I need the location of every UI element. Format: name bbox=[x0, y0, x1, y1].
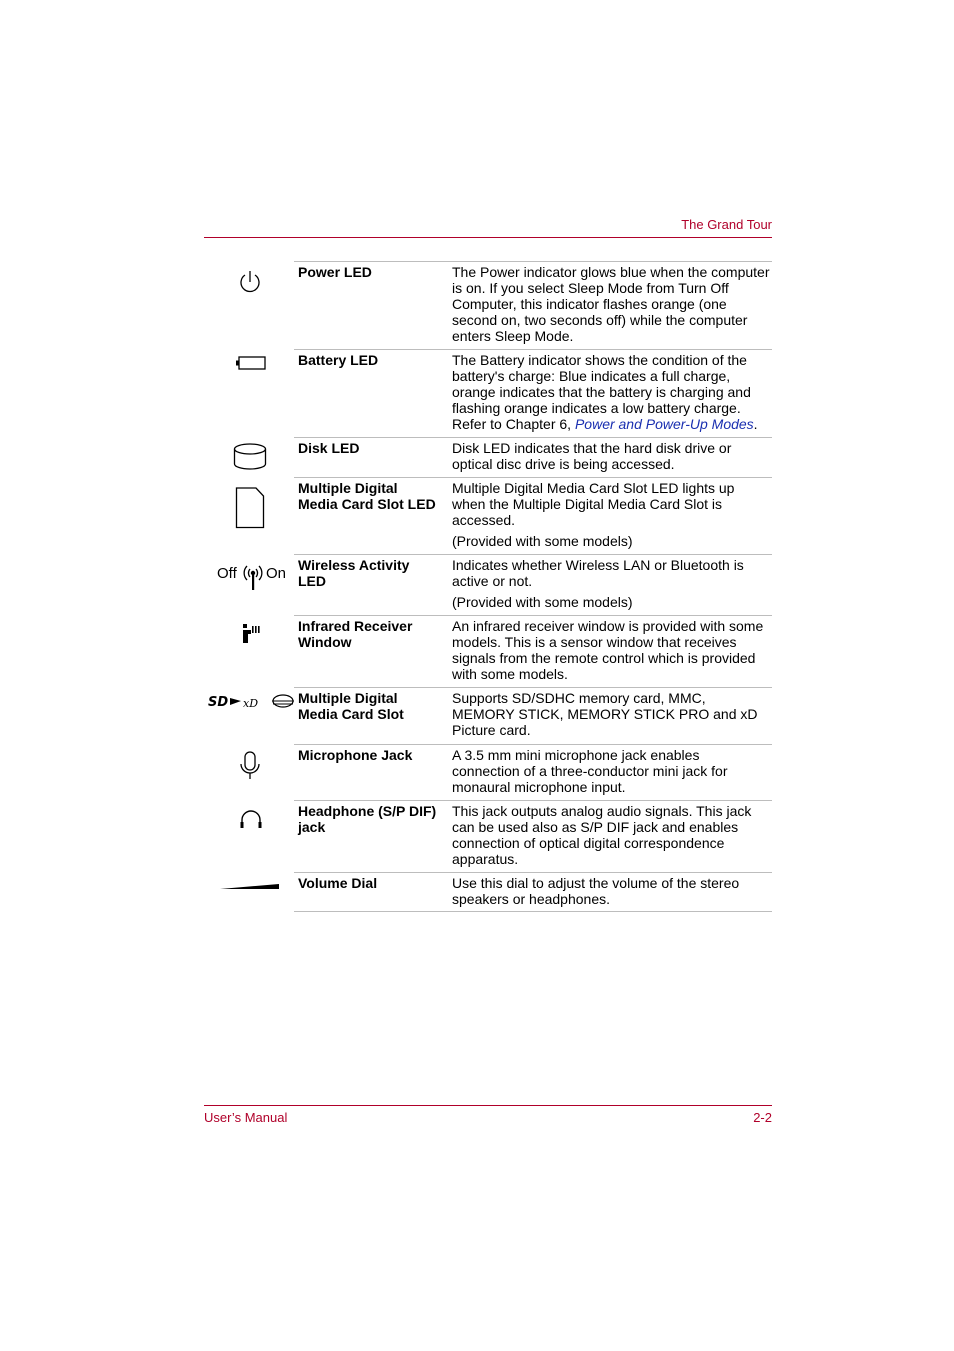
volume-icon bbox=[220, 878, 280, 890]
battery-icon bbox=[236, 356, 266, 370]
memory-card-icon bbox=[235, 487, 265, 529]
footer-divider bbox=[204, 1105, 772, 1106]
headphone-icon bbox=[239, 808, 263, 830]
table-row bbox=[204, 477, 772, 554]
infrared-icon bbox=[241, 621, 263, 645]
description: A 3.5 mm mini microphone jack enables connection of a three-conductor mini jack for monaural microphone input. bbox=[452, 747, 728, 795]
description: The Power indicator glows blue when the computer is on. If you select Sleep Mode from Turn Off Computer, this indicator flashes orange (one second on, two seconds off) while the computer enters Sleep Mode. bbox=[452, 264, 770, 344]
chapter-link[interactable]: Power and Power-Up Modes bbox=[574, 416, 754, 432]
description: Indicates whether Wireless LAN or Bluetooth is active or not. bbox=[452, 557, 744, 589]
table-row bbox=[204, 261, 772, 349]
term-label: Microphone Jack bbox=[298, 747, 413, 763]
term-label: Disk LED bbox=[298, 440, 360, 456]
chapter-title: The Grand Tour bbox=[681, 217, 772, 232]
description: The Battery indicator shows the condition of the battery's charge: Blue indicates a full charge, orange indicates that the battery is charging and flashing orange indicates a low battery charge. Refer to Chapter 6, Power and Power-Up Modes. bbox=[452, 352, 758, 432]
card-logos-icon bbox=[208, 692, 296, 712]
table-row bbox=[204, 615, 772, 687]
table-row bbox=[204, 744, 772, 800]
description: Supports SD/SDHC memory card, MMC, MEMORY STICK, MEMORY STICK PRO and xD Picture card. bbox=[452, 690, 758, 738]
table-row bbox=[204, 437, 772, 477]
term-label: Power LED bbox=[298, 264, 372, 280]
wireless-icon bbox=[241, 563, 265, 591]
table-row bbox=[204, 872, 772, 912]
term-label: Headphone (S/P DIF) jack bbox=[298, 803, 437, 835]
availability-note: (Provided with some models) bbox=[452, 594, 633, 610]
description: Use this dial to adjust the volume of the stereo speakers or headphones. bbox=[452, 875, 740, 907]
description: Disk LED indicates that the hard disk drive or optical disc drive is being accessed. bbox=[452, 440, 732, 472]
header-divider bbox=[204, 237, 772, 238]
wireless-on-label: On bbox=[266, 565, 287, 582]
term-label: Multiple Digital Media Card Slot bbox=[298, 690, 404, 722]
term-label: Multiple Digital Media Card Slot LED bbox=[298, 480, 436, 512]
description: An infrared receiver window is provided with some models. This is a sensor window that receives signals from the remote control which is provided with some models. bbox=[452, 618, 764, 682]
table-row bbox=[204, 554, 772, 615]
term-label: Infrared Receiver Window bbox=[298, 618, 413, 650]
term-label: Wireless Activity LED bbox=[298, 557, 410, 589]
manual-title: User’s Manual bbox=[204, 1110, 288, 1125]
table-row bbox=[204, 800, 772, 872]
term-label: Volume Dial bbox=[298, 875, 378, 891]
power-icon bbox=[238, 269, 262, 295]
page-number: 2-2 bbox=[753, 1110, 772, 1125]
indicator-table bbox=[204, 261, 772, 912]
svg-text:xD: xD bbox=[243, 697, 259, 710]
description: Multiple Digital Media Card Slot LED lights up when the Multiple Digital Media Card Slot is accessed. bbox=[452, 480, 735, 528]
microphone-icon bbox=[239, 751, 261, 781]
table-row bbox=[204, 687, 772, 744]
table-row bbox=[204, 349, 772, 437]
wireless-off-label: Off bbox=[217, 565, 237, 582]
disk-icon bbox=[233, 443, 267, 471]
svg-text:SD: SD bbox=[208, 695, 229, 710]
description: This jack outputs analog audio signals. This jack can be used also as S/P DIF jack and enables connection of optical digital correspondence apparatus. bbox=[452, 803, 752, 867]
term-label: Battery LED bbox=[298, 352, 379, 368]
availability-note: (Provided with some models) bbox=[452, 533, 633, 549]
